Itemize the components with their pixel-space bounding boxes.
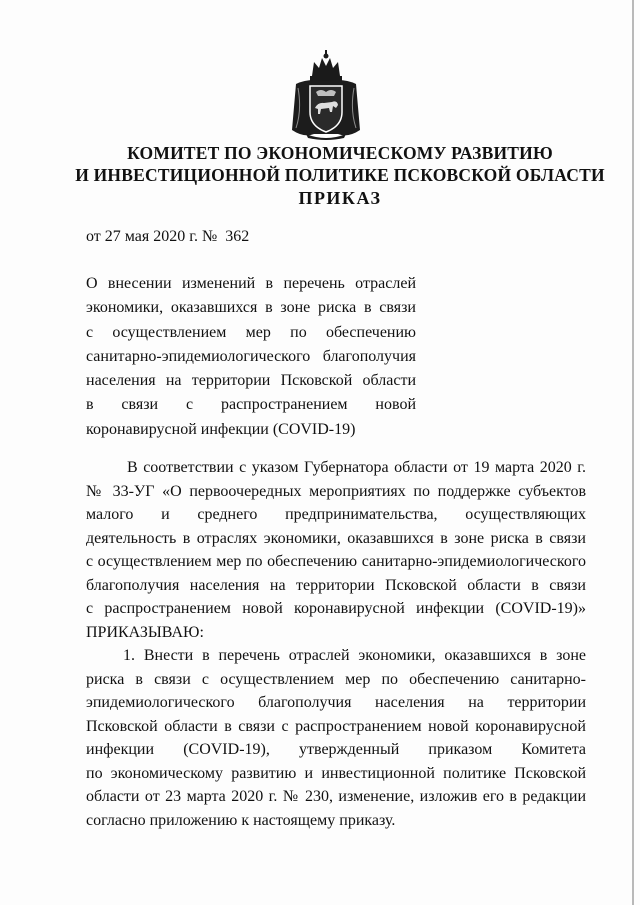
subject-line: с осуществлением мер по обеспечению <box>86 323 416 341</box>
body-line: с распространением новой коронавирусной инфекции (COVID-19)» <box>86 600 586 617</box>
subject-line: населения на территории Псковской области <box>86 372 416 390</box>
subject-line: санитарно-эпидемиологического благополучия <box>86 347 416 365</box>
body-line: деятельность в отраслях экономики, оказавшихся в зоне риска в связи <box>86 529 586 547</box>
body-line: В соответствии с указом Губернатора области от 19 марта 2020 г. <box>127 459 586 476</box>
body-line: № 33-УГ «О первоочередных мероприятиях по поддержке субъектов <box>86 482 586 500</box>
order-body <box>86 456 586 832</box>
body-line: риска в связи с осуществлением мер по обеспечению санитарно- <box>86 670 586 688</box>
subject-line: в связи с распространением новой <box>86 396 416 414</box>
coat-of-arms-emblem <box>288 50 364 142</box>
subject-line: экономики, оказавшихся в зоне риска в связи <box>86 299 416 317</box>
organization-title <box>60 142 620 186</box>
order-subject <box>86 272 416 442</box>
body-line: области от 23 марта 2020 г. № 230, изменение, изложив его в редакции <box>86 788 586 805</box>
org-title-line-2: И ИНВЕСТИЦИОННОЙ ПОЛИТИКЕ ПСКОВСКОЙ ОБЛАСТИ <box>75 165 605 185</box>
body-line-order-word: ПРИКАЗЫВАЮ: <box>86 623 204 641</box>
body-line: эпидемиологического благополучия населения на территории <box>86 694 586 711</box>
crown-icon <box>310 50 342 81</box>
body-line: согласно приложению к настоящему приказу. <box>86 811 396 829</box>
subject-line: коронавирусной инфекции (COVID-19) <box>86 420 356 438</box>
body-line: по экономическому развитию и инвестиционной политике Псковской <box>86 764 586 782</box>
body-line: инфекции (COVID-19), утвержденный приказом Комитета <box>86 741 586 758</box>
body-line: с осуществлением мер по обеспечению санитарно-эпидемиологического <box>86 553 586 570</box>
body-line: малого и среднего предпринимательства, осуществляющих <box>86 506 586 523</box>
subject-line: О внесении изменений в перечень отраслей <box>86 275 416 292</box>
body-line: благополучия населения на территории Псковской области в связи <box>86 576 586 594</box>
body-line: Псковской области в связи с распространением новой коронавирусной <box>86 717 586 735</box>
scan-edge <box>632 0 634 905</box>
org-title-line-1: КОМИТЕТ ПО ЭКОНОМИЧЕСКОМУ РАЗВИТИЮ <box>127 143 553 163</box>
document-type-heading: ПРИКАЗ <box>298 188 382 208</box>
date-and-number: от 27 мая 2020 г. № 362 <box>86 228 250 245</box>
body-line: 1. Внести в перечень отраслей экономики, оказавшихся в зоне <box>123 647 586 664</box>
